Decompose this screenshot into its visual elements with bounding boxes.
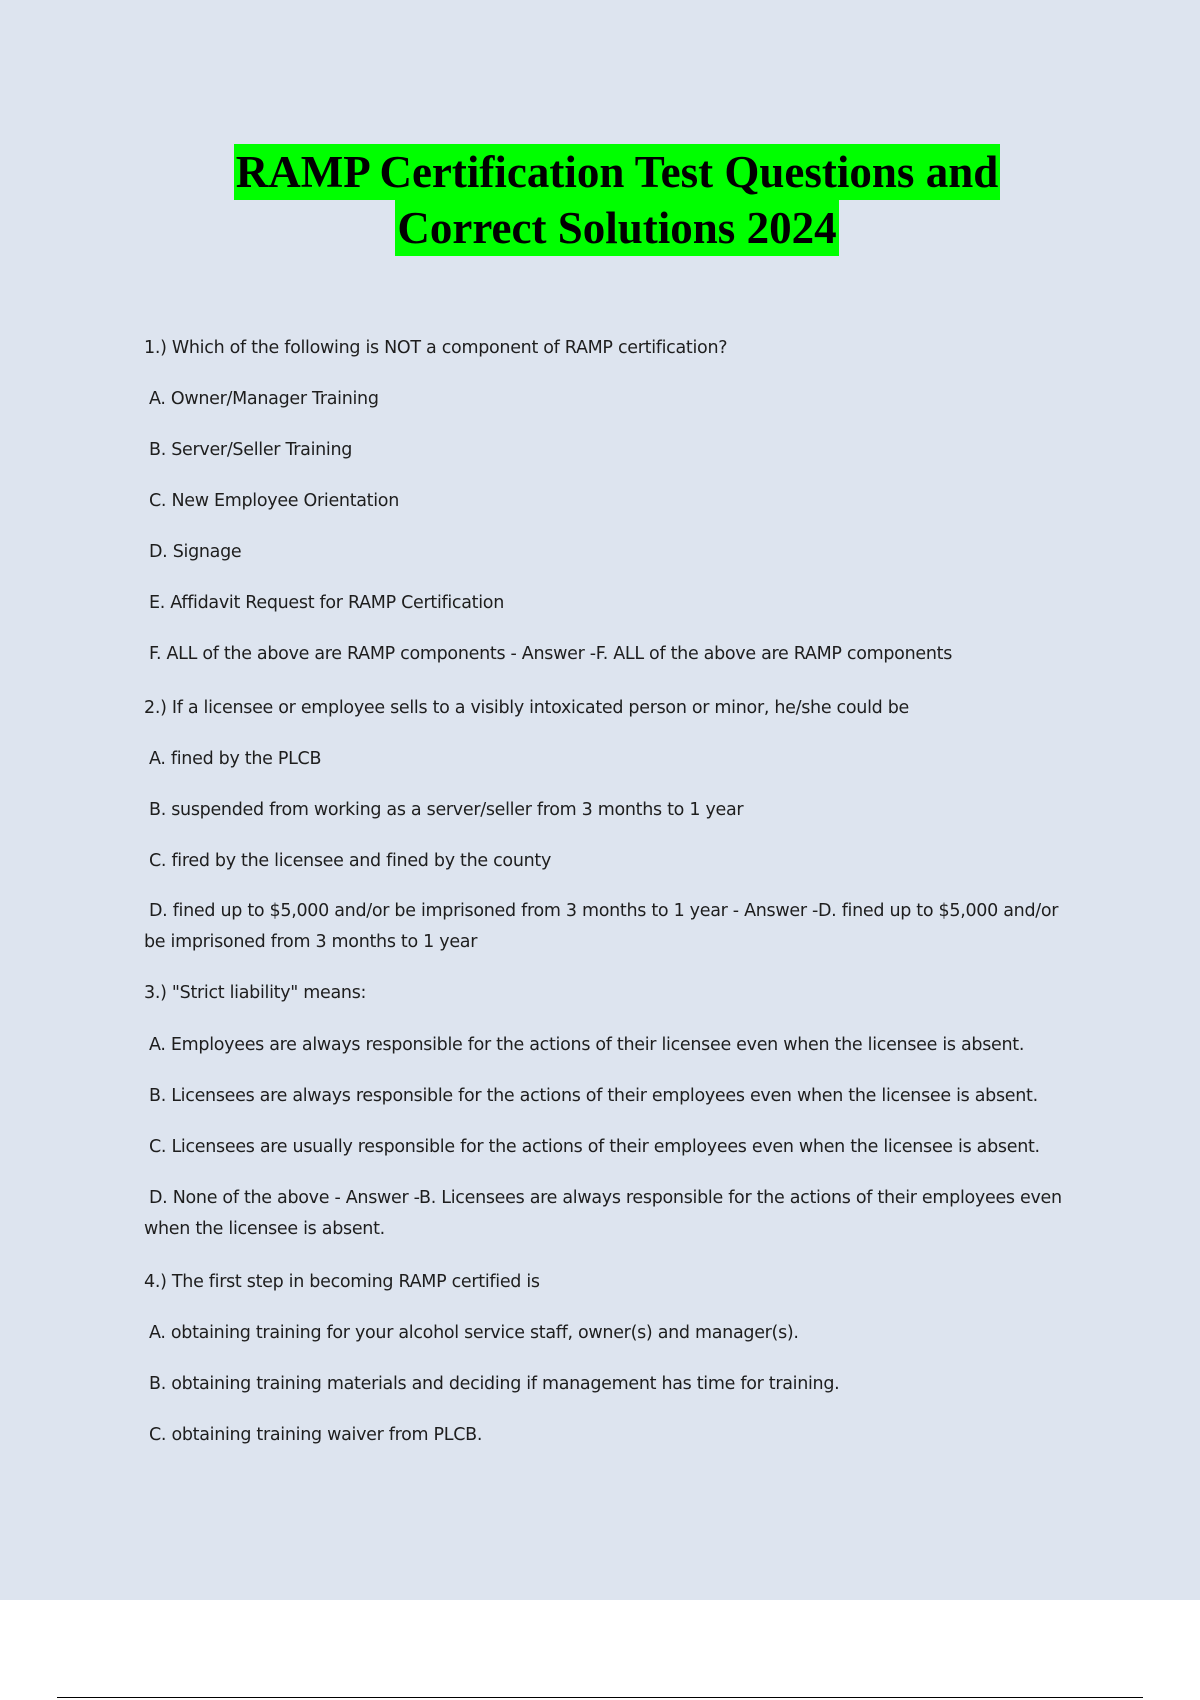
q3-option-b: B. Licensees are always responsible for the actions of their employees even when the licensee is absent. bbox=[149, 1086, 1038, 1106]
q1-option-e: E. Affidavit Request for RAMP Certification bbox=[149, 593, 504, 613]
q3-option-d-answer: D. None of the above - Answer -B. Licensees are always responsible for the actions of their employees even when the licensee is absent. bbox=[144, 1188, 1062, 1239]
q3-option-a: A. Employees are always responsible for the actions of their licensee even when the licensee is absent. bbox=[149, 1035, 1025, 1055]
footer-divider bbox=[57, 1697, 1143, 1698]
q1-option-f-answer: F. ALL of the above are RAMP components - Answer -F. ALL of the above are RAMP components bbox=[149, 644, 953, 664]
q4-option-c: C. obtaining training waiver from PLCB. bbox=[149, 1425, 483, 1445]
q2-option-b: B. suspended from working as a server/seller from 3 months to 1 year bbox=[149, 800, 744, 820]
document-title bbox=[0, 144, 1200, 256]
q2-option-d-answer: D. fined up to $5,000 and/or be imprisoned from 3 months to 1 year - Answer -D. fined up to $5,000 and/or be imprisoned from 3 months to 1 year bbox=[144, 901, 1059, 952]
q3-option-c: C. Licensees are usually responsible for the actions of their employees even when the licensee is absent. bbox=[149, 1137, 1040, 1157]
q4-option-b: B. obtaining training materials and deciding if management has time for training. bbox=[149, 1374, 840, 1394]
question-2: 2.) If a licensee or employee sells to a visibly intoxicated person or minor, he/she could be bbox=[144, 698, 909, 718]
title-line-1: RAMP Certification Test Questions and bbox=[234, 144, 1001, 200]
q2-option-c: C. fired by the licensee and fined by the county bbox=[149, 851, 552, 871]
question-4: 4.) The first step in becoming RAMP certified is bbox=[144, 1272, 540, 1292]
q1-option-c: C. New Employee Orientation bbox=[149, 491, 400, 511]
q4-option-a: A. obtaining training for your alcohol service staff, owner(s) and manager(s). bbox=[149, 1323, 799, 1343]
q1-option-d: D. Signage bbox=[149, 542, 242, 562]
title-line-2: Correct Solutions 2024 bbox=[395, 200, 838, 256]
question-1: 1.) Which of the following is NOT a component of RAMP certification? bbox=[144, 338, 728, 358]
q1-option-b: B. Server/Seller Training bbox=[149, 440, 353, 460]
q1-option-a: A. Owner/Manager Training bbox=[149, 389, 379, 409]
q2-option-a: A. fined by the PLCB bbox=[149, 749, 322, 769]
question-3: 3.) "Strict liability" means: bbox=[144, 983, 367, 1003]
